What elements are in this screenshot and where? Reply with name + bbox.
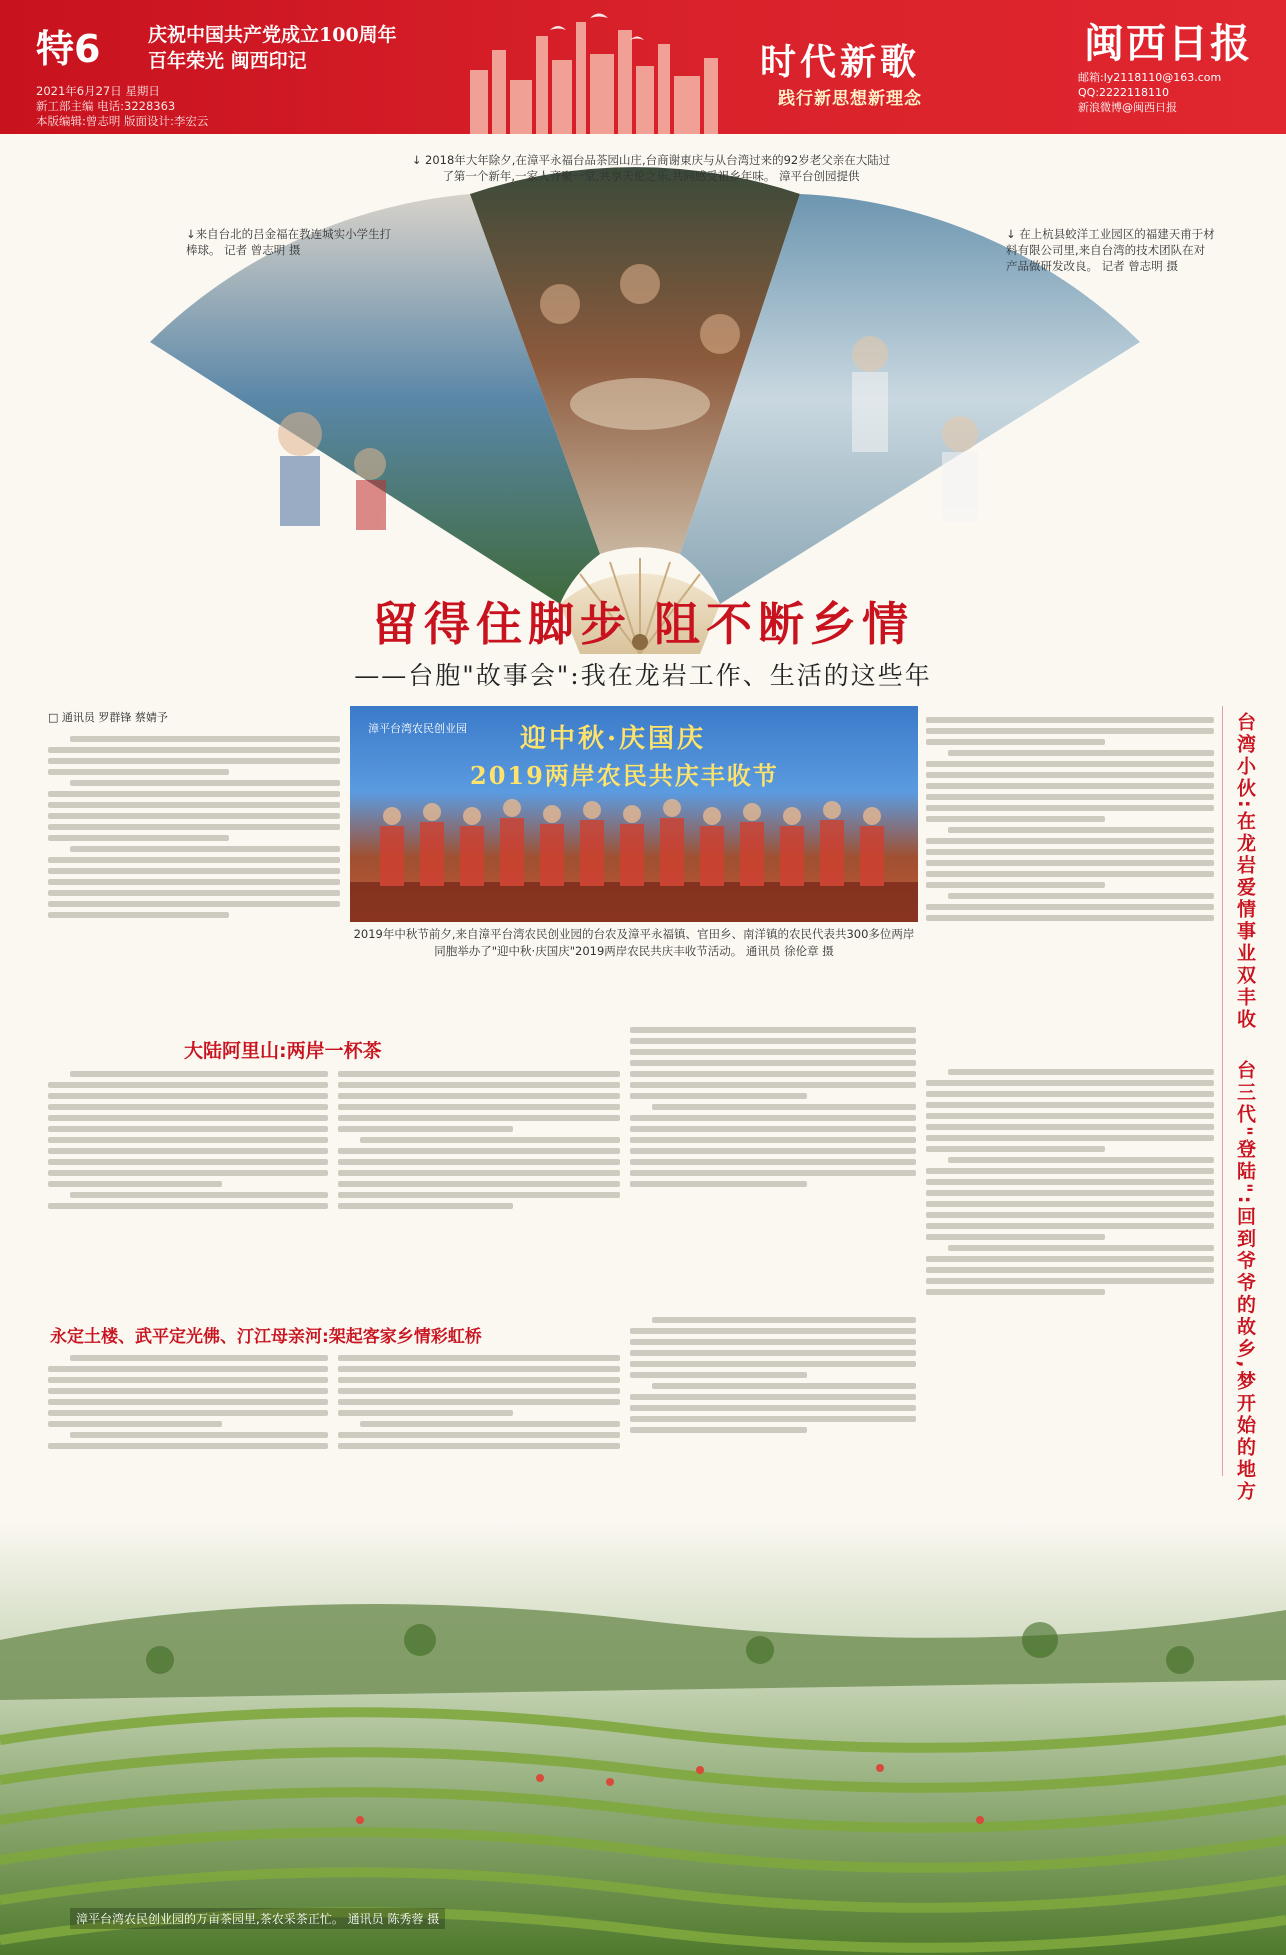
- section-hakka-column-1: [48, 1350, 328, 1515]
- photo-caption-left: ↓来自台北的吕金福在教连城实小学生打棒球。 记者 曾志明 摄: [186, 227, 392, 257]
- sidebar-title-young-man: 台湾小伙:在龙岩爱情事业双丰收: [1234, 712, 1256, 1031]
- contact-email: 邮箱:ly2118110@163.com: [1078, 71, 1222, 84]
- issue-date: 2021年6月27日 星期日: [36, 84, 160, 98]
- section-tea-column-3: [630, 1022, 916, 1302]
- harvest-festival-photo: [350, 706, 918, 922]
- masthead: [0, 0, 1286, 134]
- celebration-banner: [148, 22, 397, 74]
- page-number: 特6: [36, 27, 101, 71]
- celebration-line-1: 庆祝中国共产党成立100周年: [148, 24, 397, 46]
- main-headline: 留得住脚步 阻不断乡情: [371, 597, 914, 651]
- celebration-line-2: 百年荣光 闽西印记: [148, 50, 307, 72]
- section-tea-column-1: [48, 1066, 328, 1306]
- sidebar-title-third-generation: 台三代"登陆":回到爷爷的故乡,梦开始的地方: [1234, 1060, 1256, 1503]
- contact-qq: QQ:2222118110: [1078, 86, 1170, 99]
- tea-plantation-photo: [0, 1520, 1286, 1955]
- section-hakka-column-2: [338, 1350, 620, 1515]
- issue-meta: [36, 84, 208, 129]
- contact-weibo: 新浪微博@闽西日报: [1078, 101, 1177, 114]
- inset-banner-title: 迎中秋·庆国庆: [520, 724, 707, 754]
- section-tea-column-2: [338, 1066, 620, 1306]
- section-heading-tea: 大陆阿里山:两岸一杯茶: [184, 1040, 382, 1062]
- column-title: 时代新歌: [760, 41, 921, 83]
- editor-info: 新工部主编 电话:3228363: [36, 99, 176, 113]
- section-hakka-column-3: [630, 1312, 916, 1517]
- responsible-editors: 本版编辑:曾志明 版面设计:李宏云: [36, 114, 209, 128]
- article-byline: □ 通讯员 罗群锋 蔡婧予: [48, 711, 168, 724]
- article-right-column-bottom: [926, 1064, 1214, 1516]
- masthead-left: [36, 18, 466, 128]
- contact-info: [1078, 70, 1221, 115]
- section-heading-hakka: 永定土楼、武平定光佛、汀江母亲河:架起客家乡情彩虹桥: [50, 1327, 482, 1347]
- inset-banner-org: 漳平台湾农民创业园: [368, 722, 467, 735]
- festival-crowd-graphic: [350, 706, 918, 922]
- sidebar-divider: [1222, 706, 1223, 1476]
- inset-banner-subtitle: 2019两岸农民共庆丰收节: [470, 761, 779, 790]
- fan-graphic: [0, 134, 1286, 654]
- inset-photo-caption: 2019年中秋节前夕,来自漳平台湾农民创业园的台农及漳平永福镇、官田乡、南洋镇的农民代表共300多位两岸同胞举办了"迎中秋·庆国庆"2019两岸农民共庆丰收节活动。 通讯员 徐伦章 摄: [353, 927, 915, 958]
- photo-caption-top: ↓ 2018年大年除夕,在漳平永福台品茶园山庄,台商谢東庆与从台湾过来的92岁老父亲在大陆过了第一个新年,一家人齐聚一堂,共享天伦之乐,共同感受祖乡年味。 漳平台创园提供: [411, 153, 891, 183]
- sub-headline: ——台胞"故事会":我在龙岩工作、生活的这些年: [354, 661, 932, 690]
- tea-photo-caption: 漳平台湾农民创业园的万亩茶园里,茶农采茶正忙。 通讯员 陈秀蓉 摄: [70, 1908, 445, 1929]
- newspaper-logo: 闽西日报: [1084, 20, 1252, 67]
- article-right-column-top: [926, 712, 1214, 1052]
- photo-caption-right: ↓ 在上杭县蛟洋工业园区的福建天甫于材料有限公司里,来自台湾的技术团队在对产品做研发改良。 记者 曾志明 摄: [1006, 227, 1215, 273]
- column-subtitle: 践行新思想新理念: [778, 89, 922, 109]
- fan-photo-collage: [0, 134, 1286, 654]
- article-intro-column: [48, 710, 340, 1020]
- tea-field-graphic: [0, 1520, 1286, 1955]
- city-skyline-graphic: [430, 0, 770, 134]
